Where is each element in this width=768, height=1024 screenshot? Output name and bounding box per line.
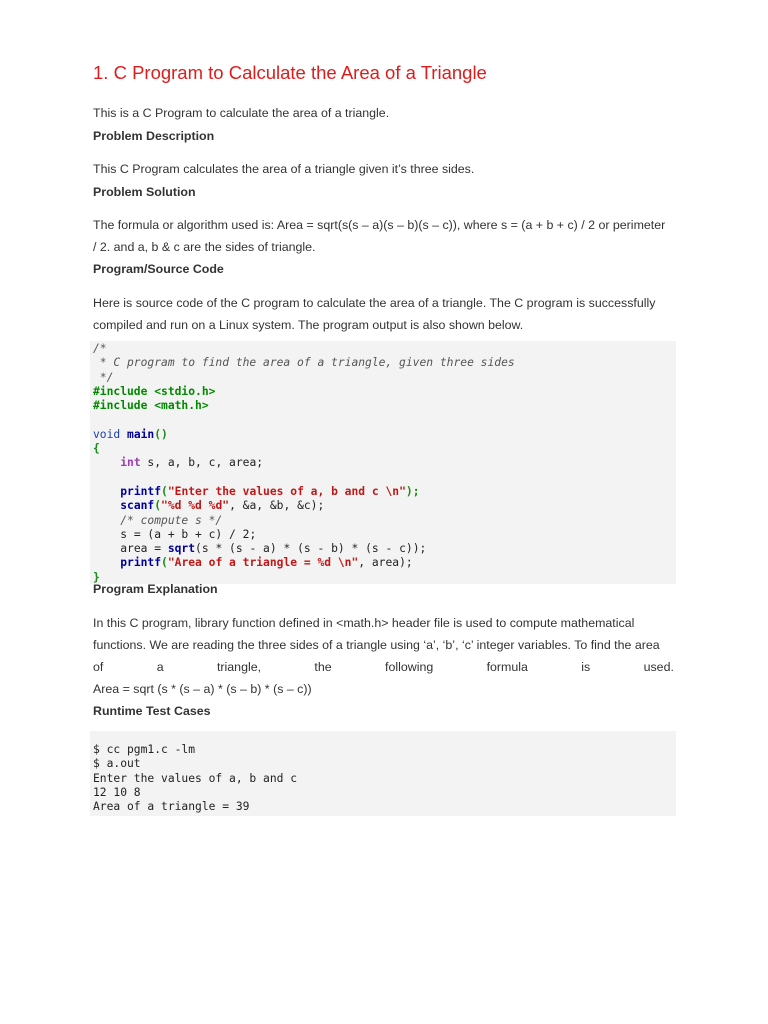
code-function: printf — [120, 556, 162, 570]
program-explanation-heading: Program Explanation — [93, 582, 218, 596]
code-scanf-args: , &a, &b, &c); — [229, 499, 325, 513]
code-string: "Enter the values of a, b and c \n" — [167, 484, 406, 498]
code-declaration — [93, 456, 676, 470]
intro-text: This is a C Program to calculate the area of a triangle. — [93, 106, 390, 120]
code-comment-line: /* — [93, 342, 107, 355]
output-line: $ cc pgm1.c -lm — [93, 743, 196, 756]
source-code-heading: Program/Source Code — [93, 262, 224, 276]
code-blank-line — [93, 413, 676, 427]
problem-description-heading: Problem Description — [93, 129, 215, 143]
output-line: $ a.out — [93, 757, 141, 771]
problem-solution-heading: Problem Solution — [93, 185, 196, 199]
problem-solution-text — [93, 214, 676, 258]
output-line: Area of a triangle = 39 — [93, 800, 250, 814]
code-type: int — [120, 456, 141, 470]
code-compute-comment: /* compute s */ — [120, 513, 223, 527]
code-comment-line: * C program to find the area of a triangle, given three sides — [93, 356, 515, 370]
program-explanation-text — [93, 612, 676, 700]
code-parens: () — [154, 427, 168, 441]
code-printf-prompt: printf("Enter the values of a, b and c \n"); — [120, 484, 420, 498]
code-declaration-vars: s, a, b, c, area; — [140, 456, 264, 470]
code-area-lhs: area = — [120, 542, 168, 556]
source-code-text — [93, 292, 676, 336]
explanation-formula: Area = sqrt (s * (s – a) * (s – b) * (s – c)) — [93, 682, 312, 696]
code-string: "Area of a triangle = %d \n" — [167, 556, 359, 570]
code-scanf: scanf("%d %d %d", &a, &b, &c); — [120, 499, 325, 513]
output-line: 12 10 8 — [93, 785, 141, 799]
code-main-signature — [93, 428, 676, 442]
code-area-rhs: (s * (s - a) * (s - b) * (s - c)); — [195, 542, 427, 556]
code-string: "%d %d %d" — [161, 499, 230, 513]
code-block — [90, 341, 676, 584]
code-function: main — [127, 427, 155, 441]
code-comment-line: */ — [93, 370, 114, 384]
source-code-line-1: Here is source code of the C program to calculate the area of a triangle. The C program is successfully — [93, 296, 656, 310]
page-title: 1. C Program to Calculate the Area of a Triangle — [93, 62, 487, 83]
code-area-assignment — [93, 542, 676, 556]
code-include-stdio: #include <stdio.h> — [93, 384, 216, 398]
output-block — [90, 731, 676, 816]
code-printf-args: , area); — [358, 556, 413, 570]
code-keyword: void — [93, 427, 121, 441]
code-function: sqrt — [167, 542, 196, 556]
explanation-line-1: In this C program, library function defined in <math.h> header file is used to compute mathematical — [93, 616, 635, 630]
source-code-line-2: compiled and run on a Linux system. The program output is also shown below. — [93, 318, 524, 332]
code-include-math: #include <math.h> — [93, 399, 209, 413]
problem-solution-line-1: The formula or algorithm used is: Area = sqrt(s(s – a)(s – b)(s – c)), where s = (a + b + c) / 2 or perimeter — [93, 218, 666, 232]
code-function: scanf — [120, 499, 155, 513]
problem-description-text: This C Program calculates the area of a triangle given it’s three sides. — [93, 162, 475, 176]
explanation-line-3: of a triangle, the following formula is used. — [93, 660, 674, 674]
output-line: Enter the values of a, b and c — [93, 771, 298, 785]
explanation-line-2: functions. We are reading the three sides of a triangle using ‘a’, ‘b’, ‘c’ integer variables. To find the area — [93, 638, 660, 652]
code-printf-result: printf("Area of a triangle = %d \n", area); — [120, 556, 413, 570]
problem-solution-line-2: / 2. and a, b & c are the sides of triangle. — [93, 240, 316, 254]
code-open-brace: { — [93, 442, 100, 456]
code-blank-line — [93, 471, 676, 485]
code-s-assignment: s = (a + b + c) / 2; — [120, 527, 257, 541]
code-close-brace: } — [93, 570, 100, 584]
code-function: printf — [120, 484, 162, 498]
runtime-test-cases-heading: Runtime Test Cases — [93, 704, 211, 718]
